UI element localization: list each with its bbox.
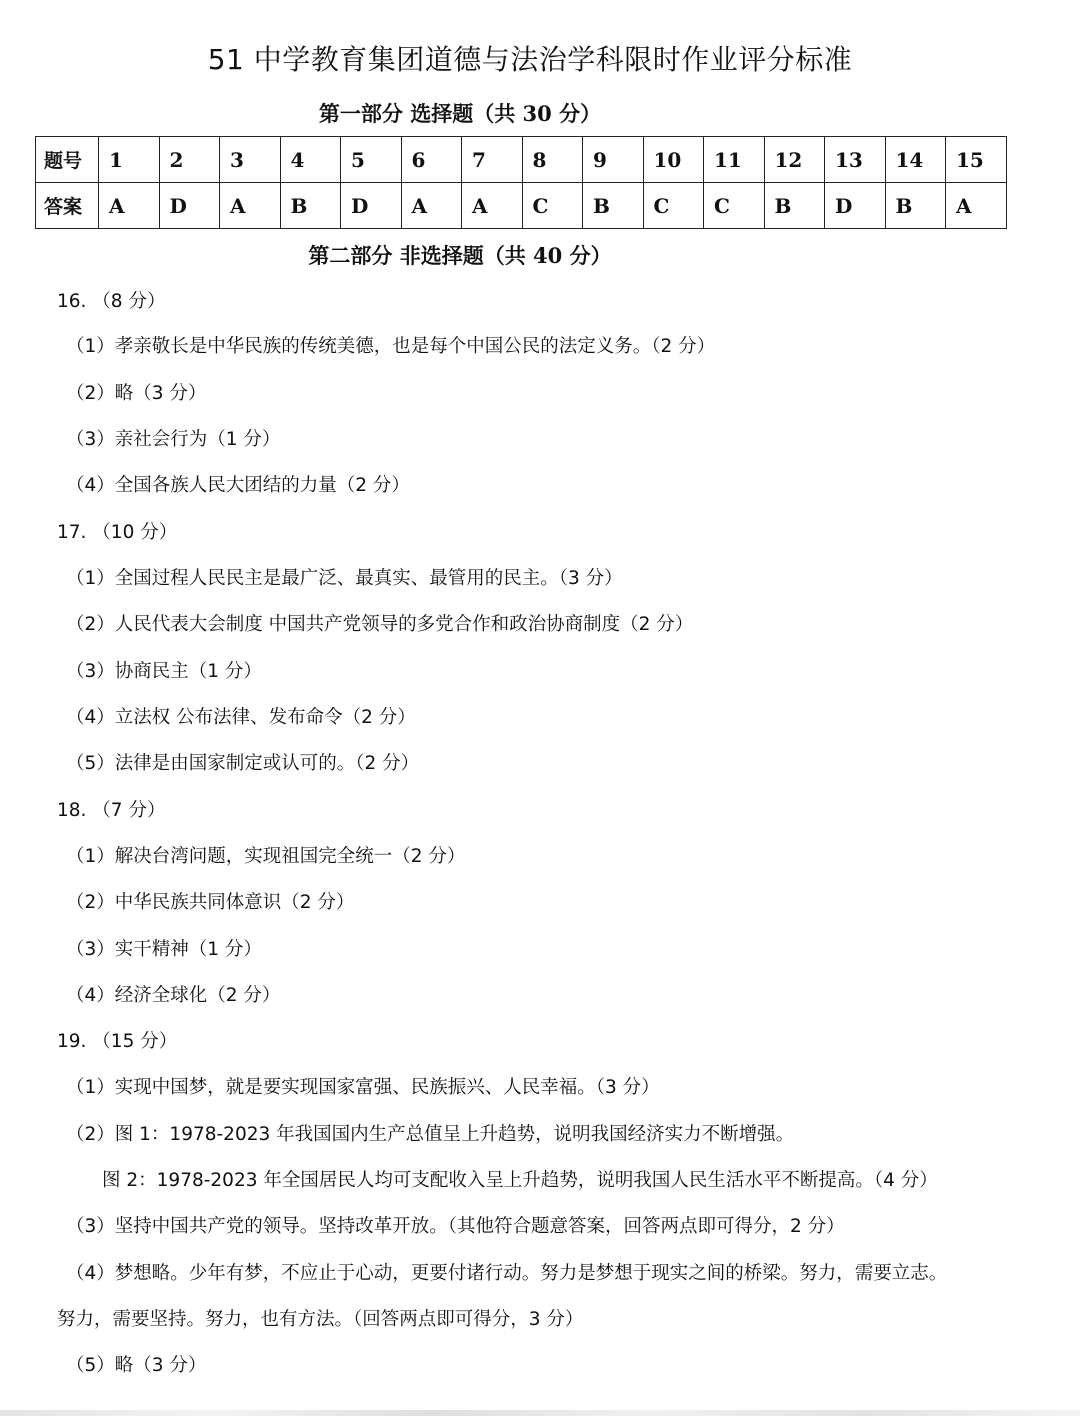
answer-cell: A [462, 183, 523, 229]
answer-cell: C [643, 183, 704, 229]
q19-answer-5: （5）略（3 分） [66, 1355, 207, 1376]
number-row [36, 137, 1007, 183]
question-number-cell: 3 [220, 137, 281, 183]
answer-cell: C [704, 183, 765, 229]
question-number-cell: 2 [159, 137, 220, 183]
question-number-cell: 13 [825, 137, 886, 183]
answer-cell: B [280, 183, 341, 229]
q16-answer-1: （1）孝亲敬长是中华民族的传统美德，也是每个中国公民的法定义务。（2 分） [66, 336, 716, 357]
page-title: 51 中学教育集团道德与法治学科限时作业评分标准 [207, 43, 853, 76]
answer-row [36, 183, 1007, 229]
answer-cell: A [99, 183, 160, 229]
answer-table [35, 136, 1007, 229]
answer-cell: D [341, 183, 402, 229]
question-number-cell: 4 [280, 137, 341, 183]
answer-cell: B [583, 183, 644, 229]
question-number-cell: 8 [522, 137, 583, 183]
q17-answer-4: （4）立法权 公布法律、发布命令（2 分） [66, 707, 416, 728]
q16-answer-4: （4）全国各族人民大团结的力量（2 分） [66, 475, 410, 496]
q19-answer-4a: （4）梦想略。少年有梦，不应止于心动，更要付诸行动。努力是梦想于现实之间的桥梁。努力，需要立志。 [66, 1263, 948, 1284]
answer-cell: B [764, 183, 825, 229]
question-number-cell: 6 [401, 137, 462, 183]
q16-answer-2: （2）略（3 分） [66, 383, 207, 404]
q18-answer-4: （4）经济全球化（2 分） [66, 985, 281, 1006]
answer-cell: A [220, 183, 281, 229]
question-number-cell: 11 [704, 137, 765, 183]
q18-answer-3: （3）实干精神（1 分） [66, 939, 262, 960]
q17-answer-5: （5）法律是由国家制定或认可的。（2 分） [66, 753, 420, 774]
answer-cell: B [885, 183, 946, 229]
question-number-cell: 5 [341, 137, 402, 183]
question-number-cell: 1 [99, 137, 160, 183]
q17-answer-3: （3）协商民主（1 分） [66, 661, 262, 682]
q19-answer-4b: 努力，需要坚持。努力，也有方法。（回答两点即可得分，3 分） [57, 1309, 584, 1330]
q19-answer-1: （1）实现中国梦，就是要实现国家富强、民族振兴、人民幸福。（3 分） [66, 1077, 660, 1098]
question-16-heading: 16. （8 分） [57, 291, 166, 312]
q17-answer-1: （1）全国过程人民民主是最广泛、最真实、最管用的民主。（3 分） [66, 568, 623, 589]
question-number-cell: 10 [643, 137, 704, 183]
answer-cell: A [401, 183, 462, 229]
part2-heading: 第二部分 非选择题（共 40 分） [308, 243, 612, 268]
answer-row-label: 答案 [36, 183, 99, 229]
question-number-cell: 12 [764, 137, 825, 183]
answer-cell: D [159, 183, 220, 229]
q17-answer-2: （2）人民代表大会制度 中国共产党领导的多党合作和政治协商制度（2 分） [66, 614, 694, 635]
answer-cell: C [522, 183, 583, 229]
question-number-cell: 14 [885, 137, 946, 183]
question-number-cell: 9 [583, 137, 644, 183]
answer-cell: A [946, 183, 1007, 229]
answer-cell: D [825, 183, 886, 229]
question-17-heading: 17. （10 分） [57, 522, 178, 543]
question-19-heading: 19. （15 分） [57, 1031, 178, 1052]
q16-answer-3: （3）亲社会行为（1 分） [66, 429, 281, 450]
q19-answer-2a: （2）图 1：1978-2023 年我国国内生产总值呈上升趋势，说明我国经济实力不断增强。 [66, 1124, 795, 1145]
q18-answer-2: （2）中华民族共同体意识（2 分） [66, 892, 355, 913]
question-18-heading: 18. （7 分） [57, 800, 166, 821]
question-number-cell: 7 [462, 137, 523, 183]
part1-heading: 第一部分 选择题（共 30 分） [318, 101, 602, 126]
q19-answer-3: （3）坚持中国共产党的领导。坚持改革开放。（其他符合题意答案，回答两点即可得分，2 分） [66, 1216, 845, 1237]
q19-answer-2b: 图 2：1978-2023 年全国居民人均可支配收入呈上升趋势，说明我国人民生活水平不断提高。（4 分） [102, 1170, 938, 1191]
scan-edge-divider [0, 1410, 1080, 1416]
question-number-cell: 15 [946, 137, 1007, 183]
q18-answer-1: （1）解决台湾问题，实现祖国完全统一（2 分） [66, 846, 466, 867]
number-row-label: 题号 [36, 137, 99, 183]
